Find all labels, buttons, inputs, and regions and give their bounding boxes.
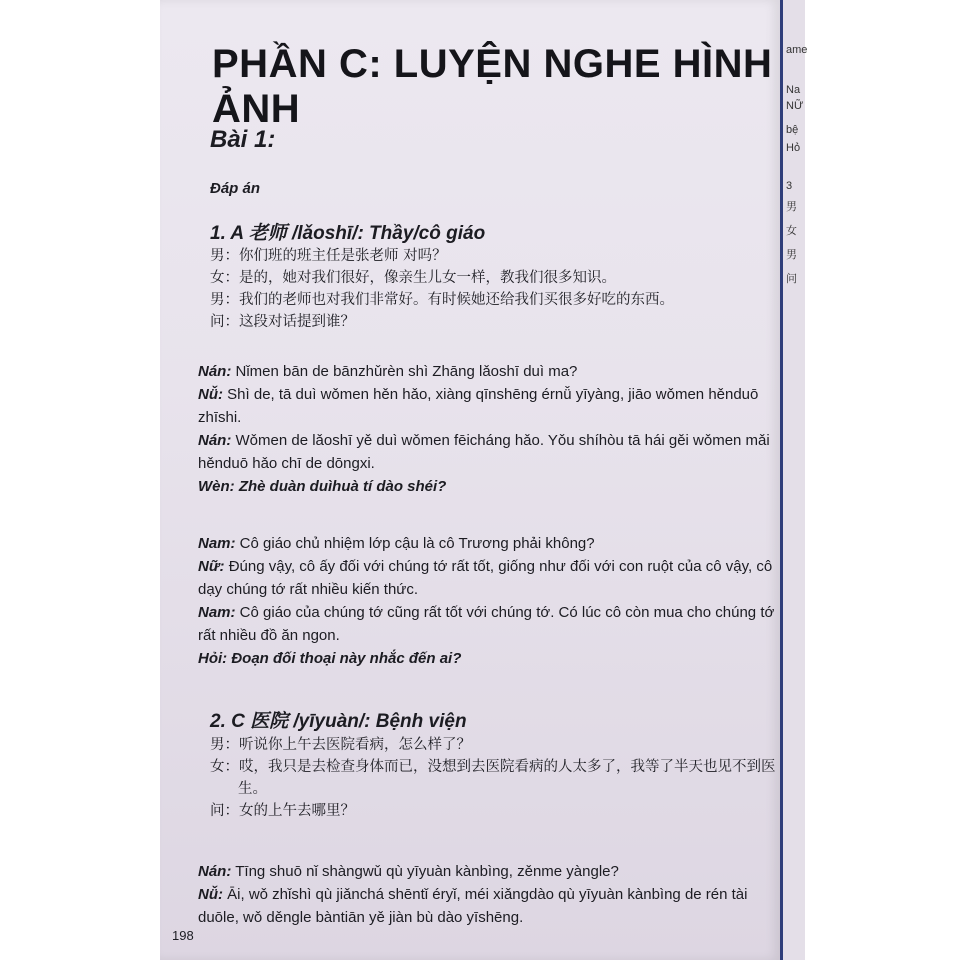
page-number: 198 bbox=[172, 928, 194, 943]
adjacent-page-fragment: 问 bbox=[786, 273, 797, 285]
line-text: Zhè duàn duìhuà tí dào shéi? bbox=[234, 478, 447, 495]
question-1-pinyin-dialogue bbox=[198, 360, 776, 498]
line-text: Nǐmen bān de bānzhǔrèn shì Zhāng lǎoshī duì ma? bbox=[231, 363, 578, 380]
pinyin-question-line bbox=[198, 475, 776, 498]
adjacent-page-fragment: ame bbox=[786, 44, 808, 56]
chinese-line: 问：女的上午去哪里？ bbox=[210, 803, 355, 819]
question-1-heading: 1. A 老师 /lǎoshī/: Thầy/cô giáo bbox=[210, 223, 486, 244]
adjacent-page-fragment: 男 bbox=[786, 249, 797, 261]
chinese-line: 问：这段对话提到谁？ bbox=[210, 314, 355, 330]
vietnamese-question-line bbox=[198, 647, 776, 670]
chinese-line: 男：听说你上午去医院看病，怎么样了？ bbox=[210, 737, 471, 753]
pinyin-line bbox=[198, 860, 776, 883]
question-1-vietnamese-dialogue bbox=[198, 532, 776, 670]
line-text: Cô giáo chủ nhiệm lớp cậu là cô Trương phải không? bbox=[235, 535, 595, 552]
speaker-label: Nán: bbox=[198, 432, 232, 449]
chinese-line: 男：你们班的班主任是张老师 对吗？ bbox=[210, 248, 447, 264]
pinyin-line bbox=[198, 360, 776, 383]
speaker-label: Nam: bbox=[198, 535, 236, 552]
speaker-label: Nán: bbox=[198, 363, 232, 380]
lesson-heading: Bài 1: bbox=[210, 126, 276, 153]
adjacent-page-fragment: 女 bbox=[786, 225, 797, 237]
adjacent-page-fragment: 男 bbox=[786, 201, 797, 213]
pinyin-line bbox=[198, 429, 776, 475]
line-text: Đúng vậy, cô ấy đối với chúng tớ rất tốt, giống như đối với con ruột của cô vậy, cô dạy chúng tớ rất nhiều kiến thức. bbox=[198, 558, 773, 598]
speaker-label: Nǚ: bbox=[198, 886, 223, 903]
speaker-label: Nữ: bbox=[198, 558, 225, 575]
answer-label: Đáp án bbox=[210, 180, 261, 197]
adjacent-page-fragment: Hỏ bbox=[786, 142, 801, 154]
adjacent-page-fragment: 3 bbox=[786, 180, 793, 192]
line-text: Tīng shuō nǐ shàngwǔ qù yīyuàn kànbìng, zěnme yàngle? bbox=[231, 863, 619, 880]
section-title: PHẦN C: LUYỆN NGHE HÌNH ẢNH bbox=[212, 42, 773, 131]
speaker-label: Nán: bbox=[198, 863, 232, 880]
line-text: Āi, wǒ zhǐshì qù jiǎnchá shēntǐ éryǐ, méi xiǎngdào qù yīyuàn kànbìng de rén tài duōle, wǒ děngle bàntiān yě jiàn bù dào yīshēng. bbox=[198, 886, 748, 926]
pinyin-line bbox=[198, 383, 776, 429]
adjacent-page-fragment: Na bbox=[786, 84, 801, 96]
adjacent-page-fragment: NỮ bbox=[786, 100, 804, 112]
question-2-pinyin-dialogue bbox=[198, 860, 776, 929]
line-text: Shì de, tā duì wǒmen hěn hǎo, xiàng qīnshēng érnǚ yīyàng, jiāo wǒmen hěnduō zhīshi. bbox=[198, 386, 759, 426]
vietnamese-line bbox=[198, 555, 776, 601]
chinese-line: 男：我们的老师也对我们非常好。有时候她还给我们买很多好吃的东西。 bbox=[210, 292, 674, 308]
adjacent-page-fragment: bệ bbox=[786, 124, 799, 136]
chinese-line: 女：哎，我只是去检查身体而已，没想到去医院看病的人太多了，我等了半天也见不到医生。 bbox=[210, 759, 776, 797]
speaker-label: Hỏi: bbox=[198, 650, 228, 667]
question-1-chinese-dialogue bbox=[210, 245, 780, 333]
speaker-label: Wèn: bbox=[198, 478, 235, 495]
line-text: Wǒmen de lǎoshī yě duì wǒmen fēicháng hǎo. Yǒu shíhòu tā hái gěi wǒmen mǎi hěnduō hǎo chī de dōngxi. bbox=[198, 432, 770, 472]
vietnamese-line bbox=[198, 601, 776, 647]
adjacent-page-edge bbox=[780, 0, 808, 960]
pinyin-line bbox=[198, 883, 776, 929]
vietnamese-line bbox=[198, 532, 776, 555]
chinese-line: 女：是的，她对我们很好，像亲生儿女一样，教我们很多知识。 bbox=[210, 270, 616, 286]
speaker-label: Nam: bbox=[198, 604, 236, 621]
line-text: Cô giáo của chúng tớ cũng rất tốt với chúng tớ. Có lúc cô còn mua cho chúng tớ rất nhiều đồ ăn ngon. bbox=[198, 604, 775, 644]
book-page bbox=[160, 0, 780, 960]
question-2-chinese-dialogue bbox=[210, 734, 780, 822]
question-2-heading: 2. C 医院 /yīyuàn/: Bệnh viện bbox=[210, 711, 467, 732]
line-text: Đoạn đối thoại này nhắc đến ai? bbox=[227, 650, 462, 667]
speaker-label: Nǚ: bbox=[198, 386, 223, 403]
